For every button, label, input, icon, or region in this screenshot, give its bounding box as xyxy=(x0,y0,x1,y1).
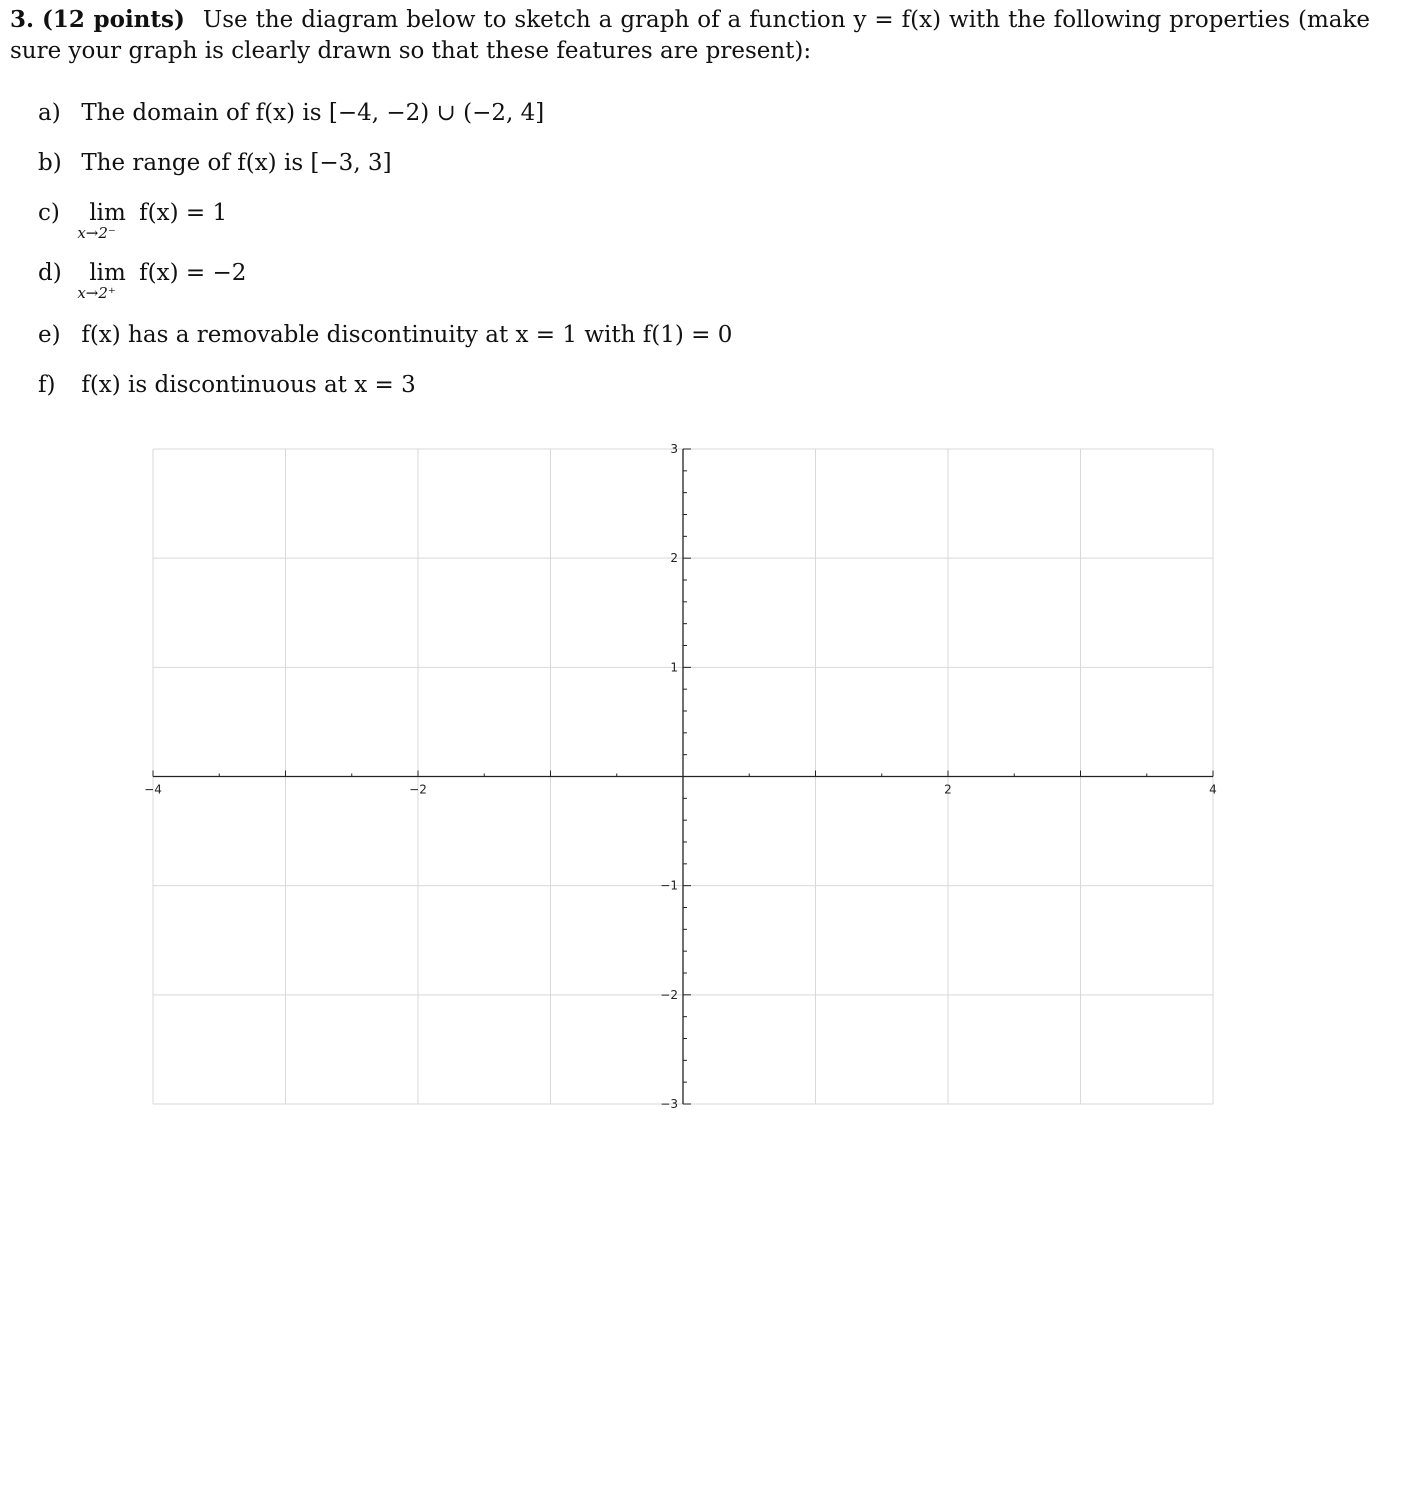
problem-number: 3. xyxy=(10,6,35,33)
limit-subscript: x→2⁺ xyxy=(77,284,116,302)
y-tick-label: −1 xyxy=(660,878,678,893)
problem-points: (12 points) xyxy=(41,6,185,33)
property-label: a) xyxy=(38,100,61,126)
property-label: f) xyxy=(38,372,56,398)
property-text: The range of f(x) is [−3, 3] xyxy=(81,150,392,176)
limit-subscript: x→2⁻ xyxy=(77,224,116,242)
y-tick-label: −3 xyxy=(660,1097,678,1111)
property-text: f(x) = 1 xyxy=(139,200,228,226)
limit-operator: lim xyxy=(89,200,126,226)
x-tick-label: −4 xyxy=(144,782,162,797)
limit-operator: lim xyxy=(89,260,126,286)
property-text: f(x) has a removable discontinuity at x = 1 with f(1) = 0 xyxy=(81,322,733,348)
x-tick-label: 2 xyxy=(944,782,952,797)
property-label: b) xyxy=(38,150,62,176)
y-tick-label: 2 xyxy=(670,551,678,566)
y-tick-label: 1 xyxy=(670,660,678,675)
y-tick-label: 3 xyxy=(670,442,678,456)
property-label: d) xyxy=(38,260,62,286)
property-text: f(x) = −2 xyxy=(139,260,247,286)
y-tick-label: −2 xyxy=(660,987,678,1002)
property-text: The domain of f(x) is [−4, −2) ∪ (−2, 4] xyxy=(81,100,545,126)
property-label: e) xyxy=(38,322,61,348)
x-tick-label: −2 xyxy=(409,782,427,797)
problem-text: Use the diagram below to sketch a graph of a function y = f(x) with the following properties (make sure your graph is clearly drawn so that these features are present): xyxy=(10,7,1371,64)
x-tick-label: 4 xyxy=(1209,782,1217,797)
property-label: c) xyxy=(38,200,60,226)
property-text: f(x) is discontinuous at x = 3 xyxy=(81,372,416,398)
